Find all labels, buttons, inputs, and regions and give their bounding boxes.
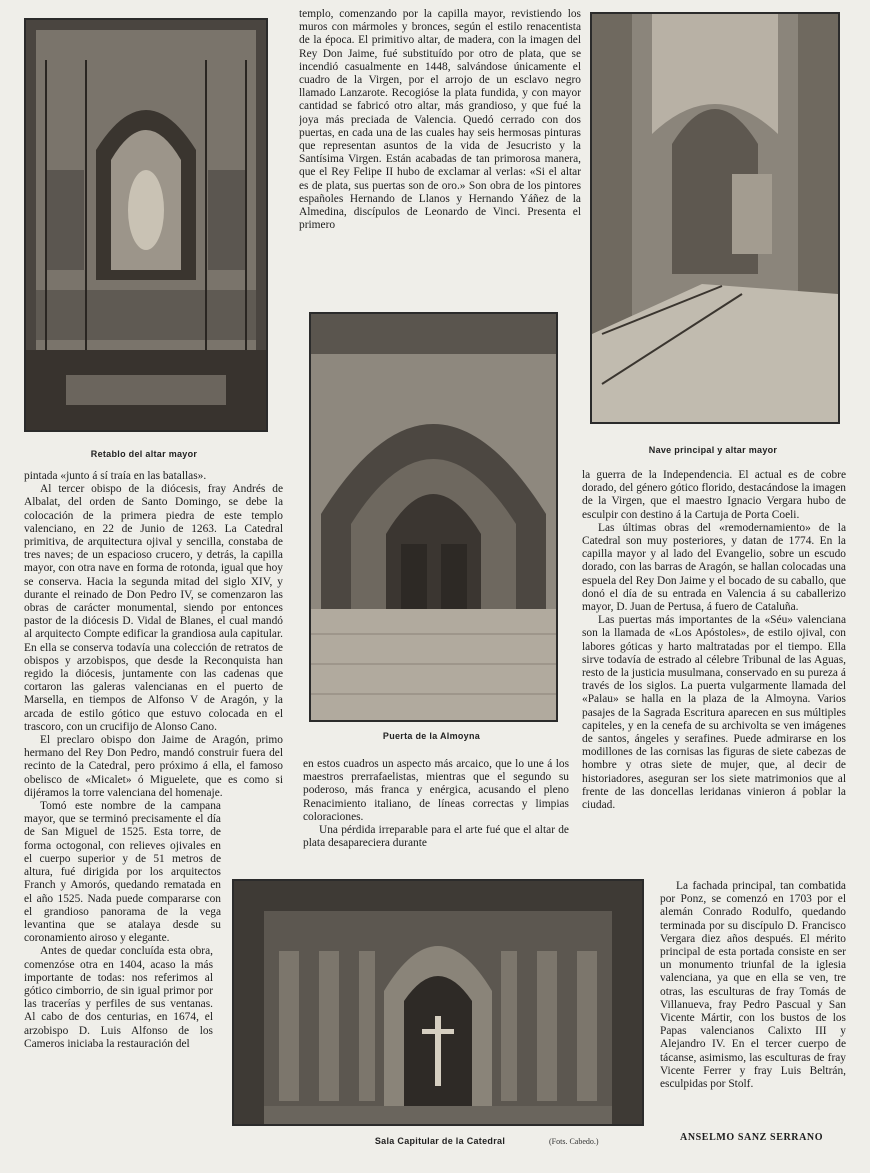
paragraph: templo, comenzando por la capilla mayor, revistiendo los muros con mármoles y bronces, según el estilo renacentista de la época. El primitivo altar, de madera, con la imagen del Rey Don Jaime, fué substituído por otro de plata, que se incendió casualmente en 1448, salvándose únicamente el cuadro de la Virgen, por el arrojo de un esclavo negro llamado Lanzarote. Recogióse la plata fundida, y con mayor cantidad se fabricó otro altar, más grandioso, y que fué la joya más preciada de Valencia. Quedó cerrado con dos puertas, en cada una de las cuales hay seis hermosas pinturas que representan asuntos de la vida de Jesucristo y la Santísima Virgen. Están acabadas de tan primorosa manera, que el Rey Felipe II hubo de exclamar al verlas: «Si el altar es de plata, sus puertas son de oro.» Son obra de los pintores españoles Hernando de Llanos y Hernando Yáñez de la Almedina, discípulos de Leonardo de Vinci. Presenta el primero	[299, 8, 581, 232]
paragraph: Al tercer obispo de la diócesis, fray Andrés de Albalat, del orden de Santo Domingo, se debe la colocación de la primera piedra de este templo valenciano, en 22 de Junio de 1263. La Catedral primitiva, de arquitectura ojival y sencilla, constaba de tres naves; de un espacioso crucero, y detrás, la capilla mayor, con otra nave en forma de rotonda, igual que hoy se conserva. Hacia la segunda mitad del siglo XIV, y durante el reinado de Don Pedro IV, se comenzaron las obras de carácter monumental, siendo por entonces pastor de la diócesis D. Vidal de Blanes, el cual mandó al arquitecto Compte edificar la grandiosa aula capitular. En ella se conserva todavía una colección de retratos de obispos y arzobispos, que desde la Reconquista han regido la diócesis, juntamente con las cadenas que cortaron las galeras valencianas en el puerto de Marsella, en tiempos de Alfonso V de Aragón, y la arcada de estilo gótico que estuvo colocada en el trascoro, con un crucifijo de Alonso Cano.	[24, 483, 283, 733]
paragraph: Tomó este nombre de la campana mayor, que se terminó precisamente el día de San Miguel de 1525. Esta torre, de forma octogonal, con relieves ojivales en el cuerpo superior y de 51 metros de altura, fué dirigida por los arquitectos Franch y Amorós, quedando rematada en el año 1525. Nada puede compararse con el grandioso panorama de la vega levantina que se atalaya desde su coronamiento airoso y elegante.	[24, 800, 221, 945]
paragraph: El preclaro obispo don Jaime de Aragón, primo hermano del Rey Don Pedro, mandó construir fuera del recinto de la Catedral, pero próximo á ella, el famoso obelisco de «Micalet» ó Miguelete, que es como si dijéramos la torre valenciana del homenaje.	[24, 734, 283, 799]
paragraph: Las puertas más importantes de la «Séu» valenciana son la llamada de «Los Apóstoles», de estilo ojival, con labores góticas y harto maltratadas por el tiempo. Ella sirve todavía de estrado al célebre Tribunal de las Aguas, resto de la justicia musulmana, conservado en su pureza á través de los siglos. La puerta vulgarmente llamada del «Palau» se halla en la plaza de la Almoyna. Varios pasajes de la Sagrada Escritura aparecen en sus múltiples capiteles, y en la cenefa de su archivolta se ven imágenes de santos, ángeles y serafines. Puede admirarse en los modillones de las cornisas las figuras de siete cabezas de hombre y otras siete de mujer, que, al decir de historiadores, aseguran ser los siete matrimonios que al frente de las doncellas leridanas vinieron á poblar la ciudad.	[582, 614, 846, 812]
photo-sala	[232, 879, 644, 1126]
photo-puerta	[309, 312, 558, 722]
photo-credit: (Fots. Cabedo.)	[549, 1137, 599, 1146]
caption-sala: Sala Capitular de la Catedral	[374, 1136, 506, 1146]
author-signature: ANSELMO SANZ SERRANO	[680, 1132, 824, 1143]
paragraph: pintada «junto á sí traía en las batallas».	[24, 470, 207, 482]
text-center-mid	[303, 758, 569, 863]
photo-retablo	[24, 18, 268, 432]
text-col-right	[582, 469, 846, 879]
caption-puerta: Puerta de la Almoyna	[382, 731, 481, 741]
text-col-right-low	[660, 880, 846, 1128]
text-top-center	[299, 8, 581, 291]
paragraph: la guerra de la Independencia. El actual es de cobre dorado, del género gótico florido, destacándose la imagen de la Virgen, que el maestro Ignacio Vergara hubo de esculpir con destino á la Cartuja de Porta Coeli.	[582, 469, 846, 521]
paragraph: Las últimas obras del «remodernamiento» de la Catedral son muy posteriores, y datan de 1774. En la capilla mayor y al lado del Evangelio, sobre un escudo dorado, con las barras de Aragón, se hallan colocadas una espuela del Rey Don Jaime y el bocado de su caballo, que donó el día de su entrada en Valencia á su caballerizo mayor, D. Juan de Pertusa, á fuero de Cataluña.	[582, 521, 846, 614]
paragraph: Una pérdida irreparable para el arte fué que el altar de plata desapareciera durante	[303, 824, 569, 850]
caption-retablo: Retablo del altar mayor	[90, 449, 198, 459]
caption-nave: Nave principal y altar mayor	[648, 445, 778, 455]
paragraph: La fachada principal, tan combatida por Ponz, se comenzó en 1703 por el alemán Conrado Rodulfo, quedando terminada por su discípulo D. Francisco Vergara diez años después. El mérito principal de esta portada consiste en ser un monumento triunfal de la iglesia valenciana, ya que en ella se ven, tre otras, las esculturas de fray Tomás de Villanueva, fray Pedro Pascual y San Vicente Mártir, con los bustos de los Papas valencianos Calixto III y Alejandro IV. En el tercer cuerpo de tácanse, asimismo, las esculturas de fray Vicente Ferrer y fray Luis Beltrán, esculpidas por Stolf.	[660, 880, 846, 1091]
photo-nave	[590, 12, 840, 424]
paragraph: Antes de quedar concluída esta obra, comenzóse otra en 1404, acaso la más importante de todas: nos referimos al gótico cimborrio, de sin igual primor por las tracerías y perfiles de sus ventanas. Al cabo de dos centurias, en 1674, el arzobispo D. Luis Alfonso de los Cameros iniciaba la restauración del	[24, 945, 213, 1050]
paragraph: en estos cuadros un aspecto más arcaico, que lo une á los maestros prerrafaelistas, mientras que el segundo su poderoso, más franca y enérgica, acusando el pleno Renacimiento italiano, de líneas correctas y limpias coloraciones.	[303, 758, 569, 823]
